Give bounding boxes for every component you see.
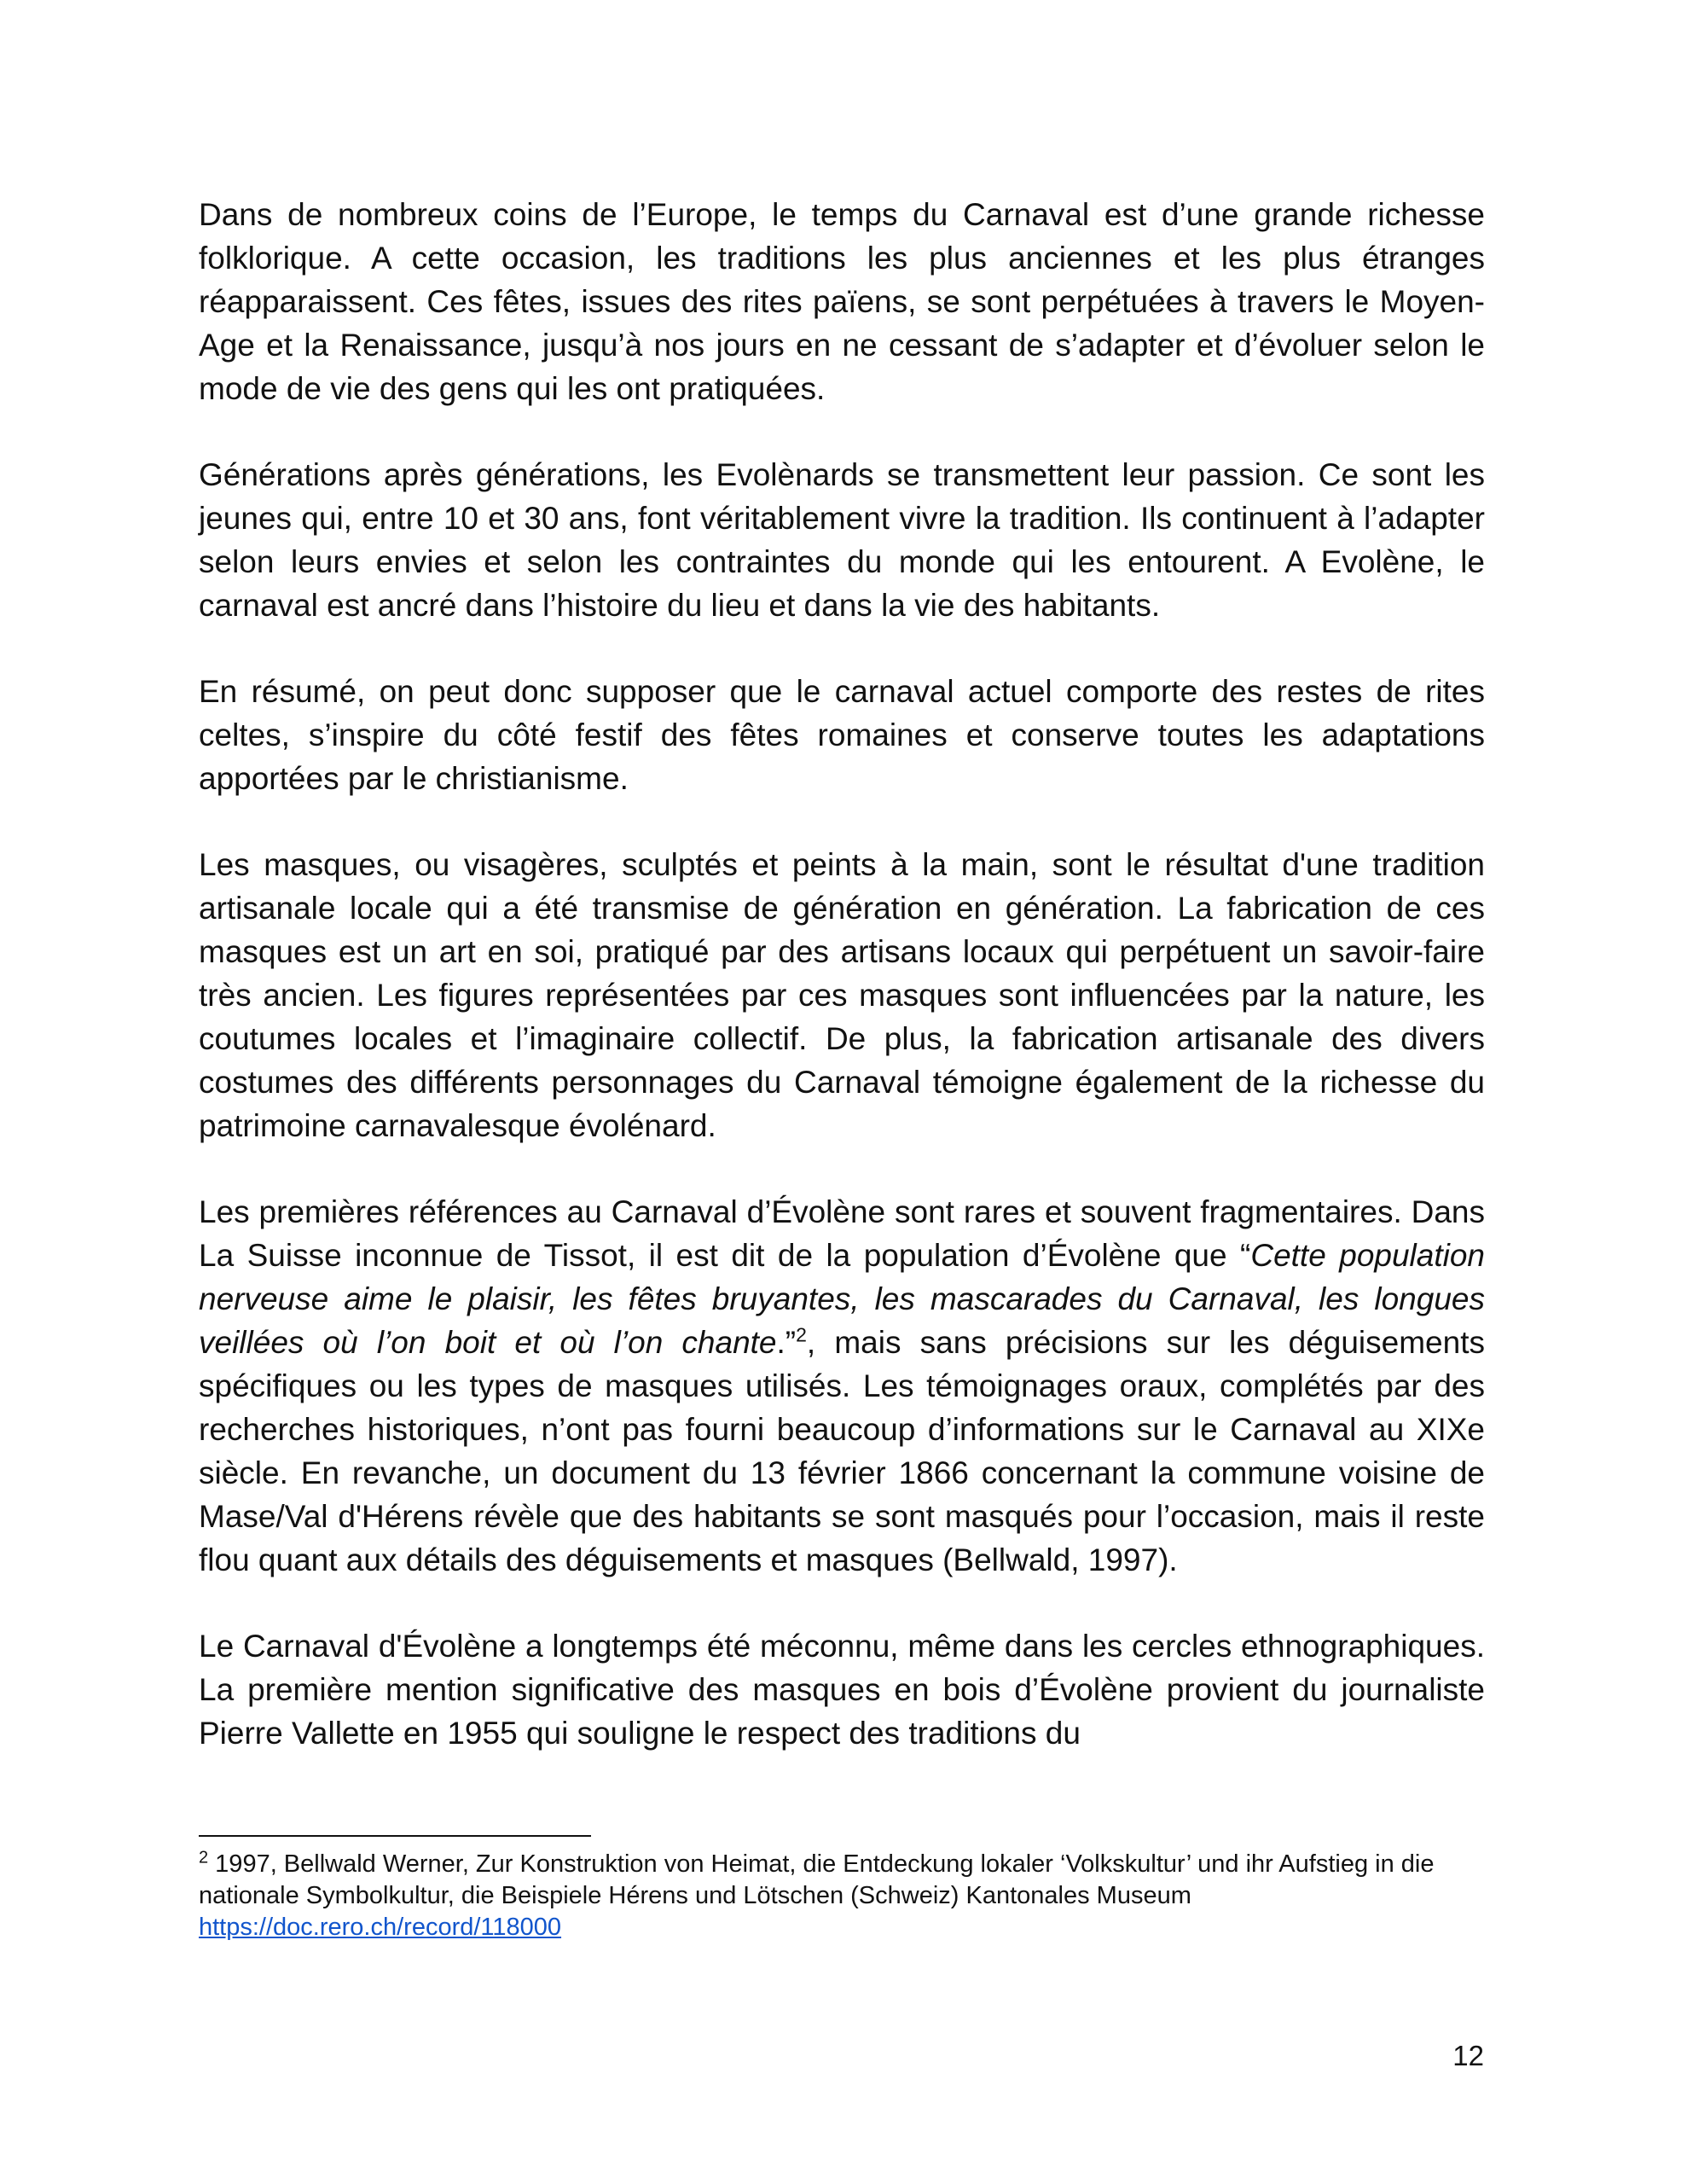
tissot-quote: Cette population nerveuse aime le plaisir, les fêtes bruyantes, les mascarades du Carnaval, les longues veillées où l’on boit et où l’on chante: [199, 1238, 1485, 1360]
quote-close: .”: [776, 1325, 797, 1360]
footnote-text: 1997, Bellwald Werner, Zur Konstruktion von Heimat, die Entdeckung lokaler ‘Volkskultur’ und ihr Aufstieg in die nationale Symbolkultur, die Beispiele Hérens und Lötschen (Schweiz) Kantonales Museum: [199, 1850, 1435, 1909]
page-number: 12: [1452, 2040, 1484, 2071]
body-text: [199, 193, 1485, 1798]
paragraph-4: Les masques, ou visagères, sculptés et peints à la main, sont le résultat d'une tradition artisanale locale qui a été transmise de génération en génération. La fabrication de ces masques est un art en soi, pratiqué par des artisans locaux qui perpétuent un savoir-faire très ancien. Les figures représentées par ces masques sont influencées par la nature, les coutumes locales et l’imaginaire collectif. De plus, la fabrication artisanale des divers costumes des différents personnages du Carnaval témoigne également de la richesse du patrimoine carnavalesque évolénard.: [199, 847, 1485, 1143]
paragraph-5: [199, 1190, 1485, 1582]
footnote-ref-2[interactable]: 2: [796, 1323, 807, 1346]
footnote-2: [199, 1849, 1485, 1943]
paragraph-5-rest: , mais sans précisions sur les déguisements spécifiques ou les types de masques utilisés. Les témoignages oraux, complétés par des recherches historiques, n’ont pas fourni beaucoup d’informations sur le Carnaval au XIXe siècle. En revanche, un document du 13 février 1866 concernant la commune voisine de Mase/Val d'Hérens révèle que des habitants se sont masqués pour l’occasion, mais il reste flou quant aux détails des déguisements et masques (Bellwald, 1997).: [199, 1325, 1485, 1577]
paragraph-1: Dans de nombreux coins de l’Europe, le temps du Carnaval est d’une grande richesse folklorique. A cette occasion, les traditions les plus anciennes et les plus étranges réapparaissent. Ces fêtes, issues des rites païens, se sont perpétuées à travers le Moyen-Age et la Renaissance, jusqu’à nos jours en ne cessant de s’adapter et d’évoluer selon le mode de vie des gens qui les ont pratiquées.: [199, 197, 1485, 406]
footnote-number: 2: [199, 1848, 209, 1867]
footnote-link[interactable]: https://doc.rero.ch/record/118000: [199, 1914, 562, 1941]
footnote-separator: [199, 1835, 591, 1837]
paragraph-6: Le Carnaval d'Évolène a longtemps été méconnu, même dans les cercles ethnographiques. La première mention significative des masques en bois d’Évolène provient du journaliste Pierre Vallette en 1955 qui souligne le respect des traditions du: [199, 1629, 1485, 1751]
paragraph-5-intro: Les premières références au Carnaval d’Évolène sont rares et souvent fragmentaires. Dans La Suisse inconnue de Tissot, il est dit de la population d’Évolène que “: [199, 1194, 1485, 1273]
paragraph-3: En résumé, on peut donc supposer que le carnaval actuel comporte des restes de rites celtes, s’inspire du côté festif des fêtes romaines et conserve toutes les adaptations apportées par le christianisme.: [199, 674, 1485, 796]
paragraph-2: Générations après générations, les Evolènards se transmettent leur passion. Ce sont les jeunes qui, entre 10 et 30 ans, font véritablement vivre la tradition. Ils continuent à l’adapter selon leurs envies et selon les contraintes du monde qui les entourent. A Evolène, le carnaval est ancré dans l’histoire du lieu et dans la vie des habitants.: [199, 457, 1485, 623]
